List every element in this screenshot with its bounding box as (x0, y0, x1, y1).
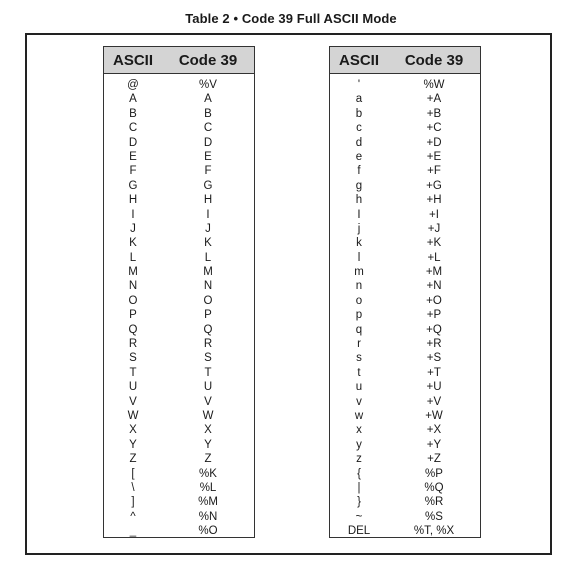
table-row (104, 481, 254, 495)
table-row (330, 308, 480, 322)
code39-cell: +T (427, 366, 441, 379)
ascii-cell: z (356, 453, 362, 466)
code39-cell: +R (426, 338, 442, 351)
code39-cell: N (203, 280, 213, 293)
table-row (104, 467, 254, 481)
table-row (104, 495, 254, 509)
table-row (330, 351, 480, 365)
table-header (104, 47, 254, 74)
ascii-cell: m (354, 266, 364, 279)
code39-cell: +W (425, 409, 443, 422)
table-row (330, 395, 480, 409)
table-row (330, 481, 480, 495)
ascii-cell: U (128, 381, 138, 394)
ascii-cell: @ (127, 79, 139, 91)
ascii-table-right (329, 46, 481, 538)
table-row (330, 78, 480, 92)
code39-cell: A (204, 93, 212, 106)
table-row (104, 107, 254, 121)
ascii-cell: K (129, 237, 137, 250)
table-row (104, 409, 254, 423)
ascii-cell: ~ (355, 510, 363, 523)
table-row (330, 193, 480, 207)
ascii-cell: O (128, 294, 138, 307)
table-row (104, 380, 254, 394)
ascii-cell: r (357, 338, 361, 351)
code39-cell: %L (199, 481, 217, 494)
header-ascii: ASCII (112, 51, 153, 69)
ascii-cell: f (357, 165, 361, 178)
table-row (104, 423, 254, 437)
ascii-cell: Y (129, 438, 137, 451)
code39-cell: +F (427, 165, 441, 178)
table-row (104, 279, 254, 293)
ascii-cell: X (129, 424, 137, 437)
code39-cell: Z (204, 453, 212, 466)
code39-cell: W (202, 409, 214, 422)
ascii-cell: R (128, 338, 138, 351)
code39-cell: O (203, 294, 213, 307)
ascii-cell: T (129, 366, 137, 379)
code39-cell: E (204, 150, 212, 163)
table-body (104, 74, 254, 539)
ascii-cell: e (355, 150, 363, 163)
code39-cell: K (204, 237, 212, 250)
table-row (330, 279, 480, 293)
ascii-cell: k (356, 237, 362, 250)
code39-cell: +Y (426, 438, 442, 451)
ascii-cell: J (130, 222, 136, 235)
table-row (104, 136, 254, 150)
ascii-cell: _ (129, 525, 137, 538)
code39-cell: %M (198, 496, 218, 509)
table-row (330, 366, 480, 380)
code39-cell: +P (426, 309, 442, 322)
code39-cell: +M (425, 266, 443, 279)
code39-cell: +O (426, 294, 442, 307)
header-code39: Code 39 (404, 51, 464, 69)
code39-cell: %T, %X (413, 525, 455, 538)
ascii-cell: V (129, 395, 137, 408)
table-row (330, 222, 480, 236)
code39-cell: R (203, 338, 213, 351)
ascii-cell: I (131, 208, 135, 221)
table-row (330, 294, 480, 308)
code39-cell: C (203, 122, 213, 135)
ascii-cell: I (357, 208, 361, 221)
ascii-cell: P (129, 309, 137, 322)
code39-cell: +Z (427, 453, 441, 466)
code39-cell: V (204, 395, 212, 408)
table-row (330, 380, 480, 394)
code39-cell: +G (426, 179, 442, 192)
table-row (330, 423, 480, 437)
ascii-cell: x (356, 424, 362, 437)
ascii-cell: d (355, 136, 363, 149)
table-row (330, 164, 480, 178)
ascii-cell: t (357, 366, 361, 379)
table-row (104, 92, 254, 106)
code39-cell: +B (426, 107, 442, 120)
table-row (330, 495, 480, 509)
code39-cell: M (203, 266, 213, 279)
code39-cell: U (203, 381, 213, 394)
code39-cell: +S (426, 352, 442, 365)
ascii-cell: F (129, 165, 137, 178)
code39-cell: F (204, 165, 212, 178)
code39-cell: +H (426, 194, 442, 207)
code39-cell: T (204, 366, 212, 379)
table-row (330, 136, 480, 150)
table-row (330, 265, 480, 279)
table-row (330, 208, 480, 222)
table-row (330, 251, 480, 265)
ascii-cell: D (128, 136, 138, 149)
ascii-cell: n (355, 280, 363, 293)
code39-cell: I (206, 208, 210, 221)
code39-cell: %K (199, 467, 217, 480)
ascii-cell: v (356, 395, 362, 408)
code39-cell: +E (426, 150, 442, 163)
code39-cell: S (204, 352, 212, 365)
code39-cell: +L (427, 251, 441, 264)
code39-cell: +J (427, 222, 441, 235)
table-row (104, 150, 254, 164)
code39-cell: +U (426, 381, 442, 394)
code39-cell: Y (204, 438, 212, 451)
ascii-cell: Q (128, 323, 138, 336)
code39-cell: G (203, 179, 213, 192)
ascii-cell: p (355, 309, 363, 322)
code39-cell: %O (198, 525, 218, 538)
table-body (330, 74, 480, 539)
code39-cell: +V (426, 395, 442, 408)
ascii-cell: s (356, 352, 362, 365)
ascii-cell: M (128, 266, 138, 279)
table-row (104, 164, 254, 178)
ascii-cell: h (355, 194, 363, 207)
table-row (104, 193, 254, 207)
table-row (104, 78, 254, 92)
table-row (104, 351, 254, 365)
table-row (104, 510, 254, 524)
table-row (104, 438, 254, 452)
ascii-cell: j (357, 222, 361, 235)
ascii-cell: E (129, 150, 137, 163)
table-row (104, 251, 254, 265)
code39-cell: P (204, 309, 212, 322)
ascii-cell: L (129, 251, 137, 264)
code39-cell: +X (426, 424, 442, 437)
table-row (330, 236, 480, 250)
code39-cell: J (205, 222, 211, 235)
ascii-cell: \ (131, 481, 135, 494)
table-row (330, 409, 480, 423)
code39-cell: %Q (424, 481, 444, 494)
table-row (330, 524, 480, 538)
ascii-cell: a (355, 93, 363, 106)
ascii-cell: q (355, 323, 363, 336)
header-code39: Code 39 (178, 51, 238, 69)
table-row (104, 179, 254, 193)
table-row (104, 265, 254, 279)
code39-cell: +Q (426, 323, 442, 336)
ascii-cell: b (355, 107, 363, 120)
table-row (330, 121, 480, 135)
code39-cell: X (204, 424, 212, 437)
code39-cell: H (203, 194, 213, 207)
code39-cell: +K (426, 237, 442, 250)
ascii-cell: w (354, 409, 364, 422)
code39-cell: +C (426, 122, 442, 135)
ascii-cell: { (357, 467, 361, 480)
table-row (104, 308, 254, 322)
ascii-cell: ] (131, 496, 135, 509)
ascii-cell: } (357, 496, 361, 509)
ascii-cell: G (128, 179, 138, 192)
ascii-cell: C (128, 122, 138, 135)
ascii-cell: DEL (347, 525, 371, 538)
ascii-cell: c (356, 122, 362, 135)
ascii-cell: H (128, 194, 138, 207)
code39-cell: +A (426, 93, 442, 106)
table-row (104, 452, 254, 466)
code39-cell: %P (425, 467, 443, 480)
ascii-cell: o (355, 294, 363, 307)
table-row (104, 208, 254, 222)
table-row (104, 524, 254, 538)
ascii-cell: y (356, 438, 362, 451)
table-row (104, 236, 254, 250)
table-row (330, 510, 480, 524)
code39-cell: %V (199, 79, 217, 91)
ascii-cell: u (355, 381, 363, 394)
ascii-cell: ^ (130, 510, 136, 523)
table-row (330, 92, 480, 106)
code39-cell: Q (203, 323, 213, 336)
table-row (330, 467, 480, 481)
table-row (330, 452, 480, 466)
table-row (330, 179, 480, 193)
table-row (330, 337, 480, 351)
code39-cell: +D (426, 136, 442, 149)
table-row (104, 294, 254, 308)
ascii-cell: A (129, 93, 137, 106)
code39-cell: %N (198, 510, 218, 523)
code39-cell: %S (425, 510, 443, 523)
table-row (104, 395, 254, 409)
table-caption: Table 2 • Code 39 Full ASCII Mode (185, 11, 397, 26)
ascii-cell: S (129, 352, 137, 365)
ascii-cell: B (129, 107, 137, 120)
table-row (104, 323, 254, 337)
code39-cell: B (204, 107, 212, 120)
ascii-cell: | (357, 481, 361, 494)
ascii-cell: ' (357, 79, 361, 91)
ascii-cell: N (128, 280, 138, 293)
table-row (104, 121, 254, 135)
ascii-cell: l (357, 251, 361, 264)
code39-cell: %W (423, 79, 445, 91)
table-row (330, 107, 480, 121)
ascii-table-left (103, 46, 255, 538)
code39-cell: L (204, 251, 212, 264)
table-header (330, 47, 480, 74)
ascii-cell: W (127, 409, 139, 422)
table-frame (25, 33, 552, 555)
code39-cell: +I (429, 208, 439, 221)
ascii-cell: g (355, 179, 363, 192)
ascii-cell: Z (129, 453, 137, 466)
table-row (330, 150, 480, 164)
code39-cell: D (203, 136, 213, 149)
code39-cell: +N (426, 280, 442, 293)
code39-cell: %R (424, 496, 444, 509)
ascii-cell: [ (131, 467, 135, 480)
table-row (330, 438, 480, 452)
table-row (104, 222, 254, 236)
header-ascii: ASCII (338, 51, 379, 69)
table-row (330, 323, 480, 337)
table-row (104, 337, 254, 351)
table-row (104, 366, 254, 380)
